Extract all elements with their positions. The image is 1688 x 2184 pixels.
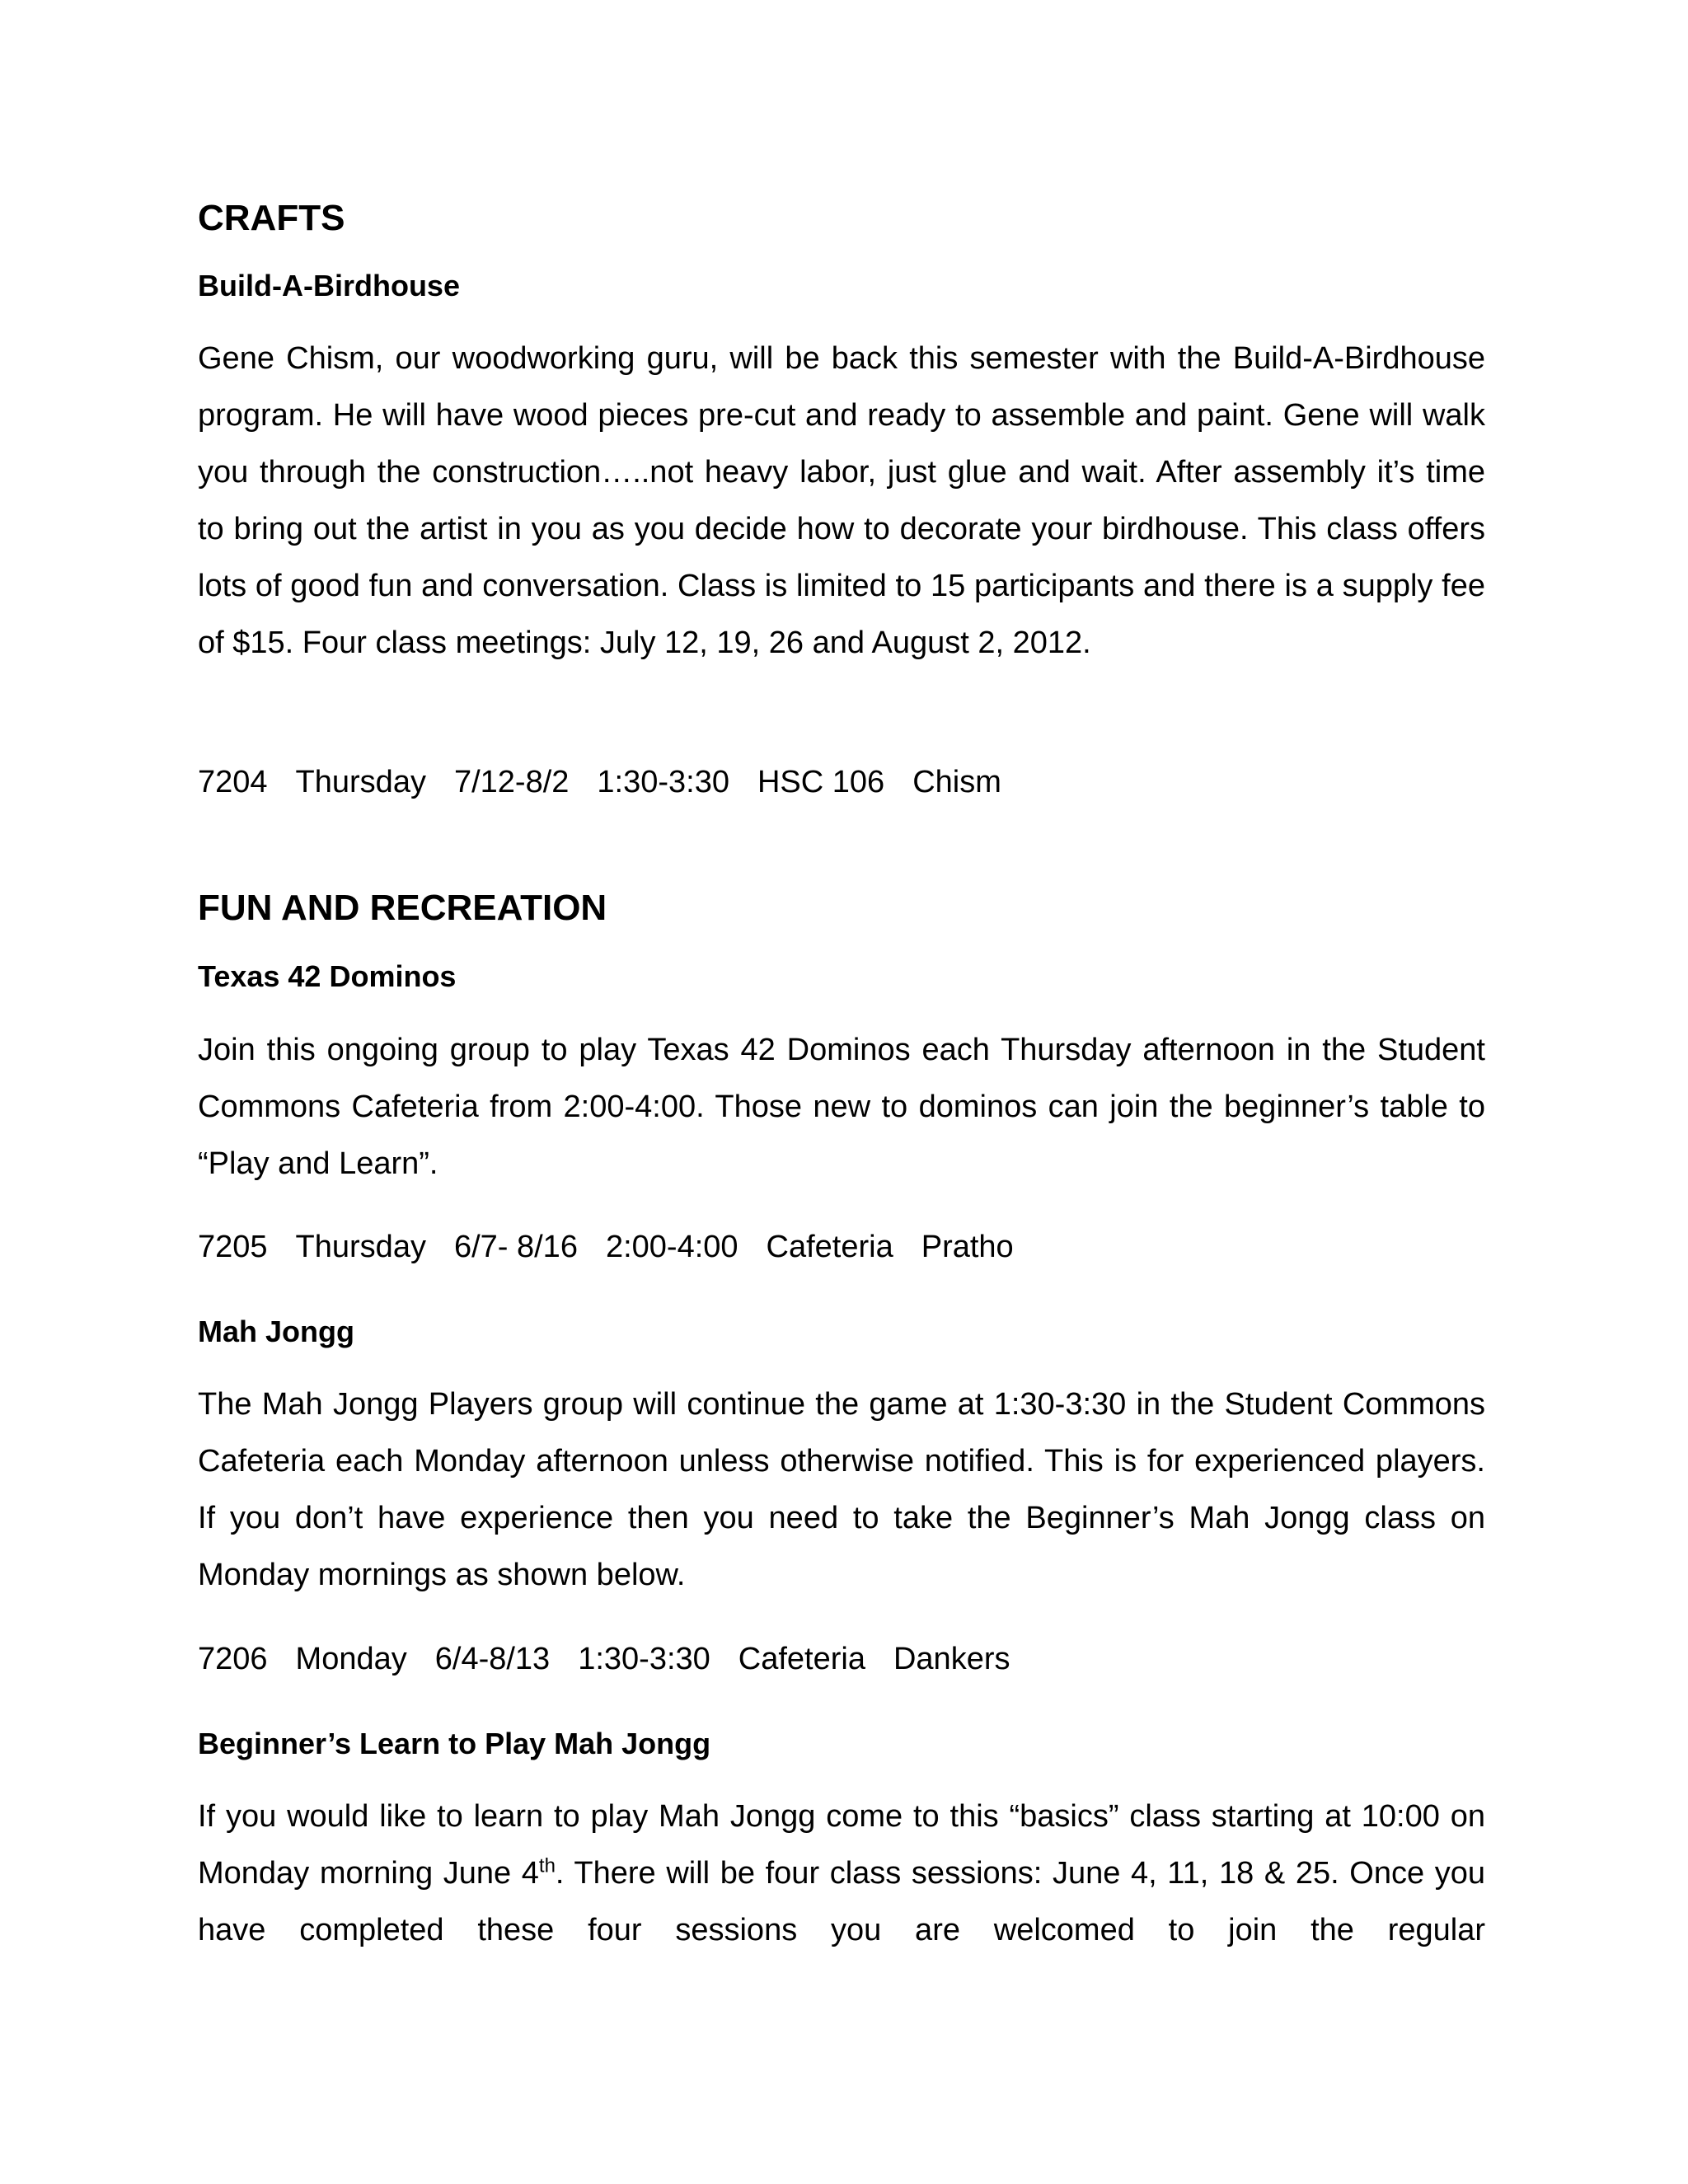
schedule-location: Cafeteria <box>766 1230 893 1264</box>
course-title-beginner-mah-jongg: Beginner’s Learn to Play Mah Jongg <box>198 1727 711 1760</box>
course-description-mah-jongg: The Mah Jongg Players group will continue the game at 1:30-3:30 in the Student Commons Cafeteria each Monday afternoon unless otherwise notified. This is for experienced players. If you don’t have experience then you need to take the Beginner’s Mah Jongg class on Monday mornings as shown below. <box>198 1387 1485 1592</box>
section-heading-crafts: CRAFTS <box>198 198 345 238</box>
course-title-dominos: Texas 42 Dominos <box>198 959 457 993</box>
course-schedule-birdhouse <box>198 766 1029 798</box>
course-title-mah-jongg: Mah Jongg <box>198 1315 354 1348</box>
course-schedule-mah-jongg <box>198 1643 1038 1675</box>
schedule-location: HSC 106 <box>757 765 885 799</box>
course-description-birdhouse: Gene Chism, our woodworking guru, will be back this semester with the Build-A-Birdhouse program. He will have wood pieces pre-cut and ready to assemble and paint. Gene will walk you through the construction…..not heavy labor, just glue and wait. After assembly it’s time to bring out the artist in you as you decide how to decorate your birdhouse. This class offers lots of good fun and conversation. Class is limited to 15 participants and there is a supply fee of $15. Four class meetings: July 12, 19, 26 and August 2, 2012. <box>198 341 1485 660</box>
schedule-instructor: Chism <box>912 765 1001 799</box>
schedule-instructor: Dankers <box>893 1642 1010 1676</box>
course-description-beginner-mah-jongg <box>198 1788 1485 1959</box>
schedule-day: Monday <box>295 1642 407 1676</box>
course-schedule-dominos <box>198 1231 1042 1263</box>
schedule-dates: 7/12-8/2 <box>453 765 570 799</box>
schedule-instructor: Pratho <box>921 1230 1014 1264</box>
schedule-location: Cafeteria <box>738 1642 865 1676</box>
course-title-birdhouse: Build-A-Birdhouse <box>198 269 460 302</box>
schedule-code: 7206 <box>198 1642 268 1676</box>
schedule-day: Thursday <box>295 765 426 799</box>
schedule-time: 2:00-4:00 <box>605 1230 738 1264</box>
description-text-part1: If you would like to learn to play Mah Jongg come to this “basics” class starting at 10:00 on Monday morning June 4 <box>198 1799 1485 1891</box>
schedule-code: 7205 <box>198 1230 268 1264</box>
ordinal-superscript: th <box>538 1854 556 1877</box>
schedule-code: 7204 <box>198 765 268 799</box>
course-description-dominos: Join this ongoing group to play Texas 42 Dominos each Thursday afternoon in the Student Commons Cafeteria from 2:00-4:00. Those new to dominos can join the beginner’s table to “Play and Learn”. <box>198 1033 1485 1181</box>
section-heading-fun-and-recreation: FUN AND RECREATION <box>198 888 607 928</box>
description-text-part2: . There will be four class sessions: June 4, 11, 18 & 25. Once you have completed these four sessions you are welcomed to join the regular <box>198 1856 1485 1947</box>
schedule-time: 1:30-3:30 <box>578 1642 710 1676</box>
schedule-time: 1:30-3:30 <box>597 765 729 799</box>
schedule-dates: 6/7- 8/16 <box>453 1230 578 1264</box>
schedule-dates: 6/4-8/13 <box>434 1642 551 1676</box>
schedule-day: Thursday <box>295 1230 426 1264</box>
